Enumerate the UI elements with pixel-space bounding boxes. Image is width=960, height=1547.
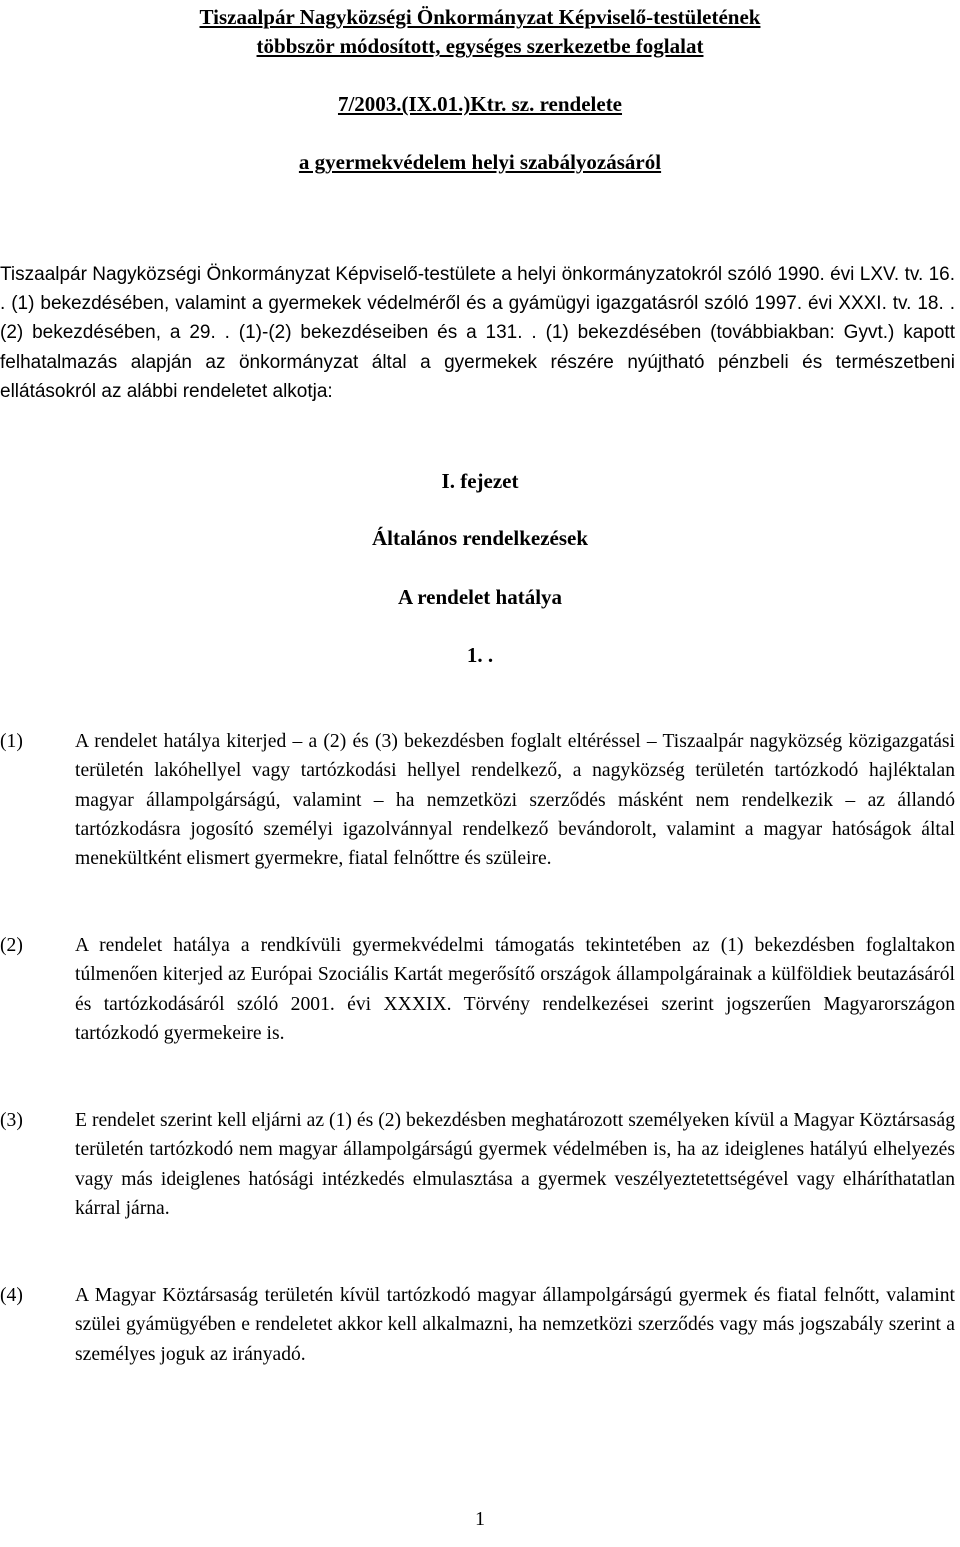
paragraph-number: (3)	[0, 1110, 23, 1131]
paragraph-text: A rendelet hatálya a rendkívüli gyermekvédelmi támogatás tekintetében az (1) bekezdésben foglaltakon túlmenően kiterjed az Európai Szociális Kartát megerősítő országok állampolgárainak a külföldiek beutazásáról és tartózkodásáról szóló 2001. évi XXXIX. Törvény rendelkezései szerint jogszerűen Magyarországon tartózkodó gyermekeire is.	[75, 935, 955, 1044]
paragraph-3	[0, 1106, 955, 1223]
decree-number: 7/2003.(IX.01.)Ktr. sz. rendelete	[337, 92, 623, 116]
title-line-1: Tiszaalpár Nagyközségi Önkormányzat Képviselő-testületének	[199, 5, 761, 29]
paragraph-text: E rendelet szerint kell eljárni az (1) és (2) bekezdésben meghatározott személyeken kívül a Magyar Köztársaság területén tartózkodó nem magyar állampolgárságú gyermek védelmében is, ha az ideiglenes hatályú elhelyezés vagy más ideiglenes hatósági intézkedés elmulasztása a gyermek veszélyeztetettségével vagy elháríthatatlan kárral járna.	[75, 1110, 955, 1219]
paragraph-text: A rendelet hatálya kiterjed – a (2) és (3) bekezdésben foglalt eltéréssel – Tiszaalpár nagyközség közigazgatási területén lakóhellyel vagy tartózkodási hellyel rendelkező, a nagyközség területén tartózkodó hajléktalan magyar állampolgárságú, valamint – ha nemzetközi szerződés másként nem rendelkezik – az állandó tartózkodásra jogosító személyi igazolvánnyal rendelkező bevándorolt, valamint a magyar hatóságok által menekültként elismert gyermekre, fiatal felnőttre és szüleire.	[75, 731, 955, 870]
chapter-title: Általános rendelkezések	[371, 526, 589, 550]
paragraph-number: (1)	[0, 731, 23, 752]
paragraph-2	[0, 931, 955, 1048]
paragraph-1	[0, 727, 955, 873]
paragraph-number: (4)	[0, 1285, 23, 1306]
preamble-text: Tiszaalpár Nagyközségi Önkormányzat Képviselő-testülete a helyi önkormányzatokról szóló 1990. évi LXV. tv. 16. . (1) bekezdésében, valamint a gyermekek védelméről és a gyámügyi igazgatásról szóló 1997. évi XXXI. tv. 18. . (2) bekezdésében, a 29. . (1)-(2) bekezdéseiben és a 131. . (1) bekezdésében (továbbiakban: Gyvt.) kapott felhatalmazás alapján az önkormányzat által a gyermekek részére nyújtható pénzbeli és természetbeni ellátásokról az alábbi rendeletet alkotja:	[0, 264, 955, 402]
section-title: A rendelet hatálya	[397, 585, 563, 609]
document-title	[60, 3, 900, 61]
page-number: 1	[475, 1508, 485, 1530]
decree-subject: a gyermekvédelem helyi szabályozásáról	[298, 150, 662, 174]
title-line-2: többször módosított, egységes szerkezetbe foglalat	[256, 34, 704, 58]
paragraph-text: A Magyar Köztársaság területén kívül tartózkodó magyar állampolgárságú gyermek és fiatal felnőtt, valamint szülei gyámügyében e rendeletet akkor kell alkalmazni, ha nemzetközi szerződés vagy más jogszabály szerint a személyes joguk az irányadó.	[75, 1285, 955, 1365]
paragraph-number: (2)	[0, 935, 23, 956]
section-number: 1. .	[466, 643, 494, 667]
chapter-heading: I. fejezet	[441, 469, 519, 493]
paragraph-4	[0, 1281, 955, 1369]
